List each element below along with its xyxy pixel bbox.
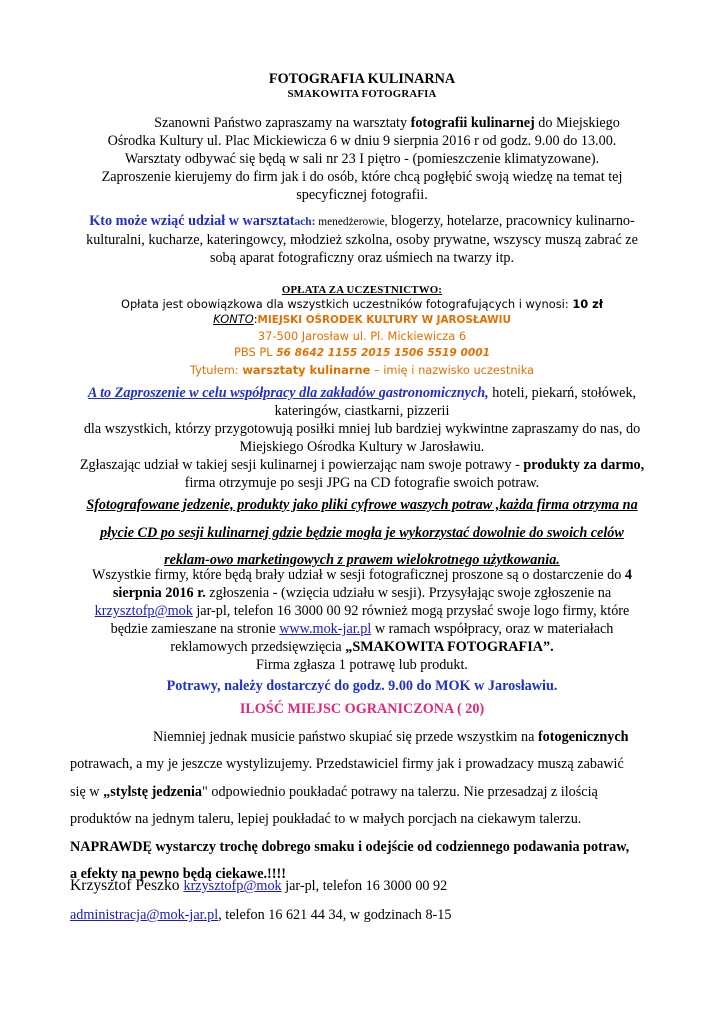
deliver-line: krzysztofp@mok jar-pl, telefon 16 3000 00 92 również mogą przysłać swoje logo firmy, które xyxy=(94,603,630,619)
who-line: kulturalni, kucharze, kateringowcy, młodzież szkolna, osoby prywatne, wszyscy muszą zabrać ze xyxy=(86,232,638,248)
coop-line: kateringów, ciastkarni, pizzerii xyxy=(274,403,450,419)
intro-paragraph xyxy=(60,114,664,204)
intro-line: Szanowni Państwo zapraszamy na warsztaty fotografii kulinarnej do Miejskiego xyxy=(154,115,620,131)
bank-account-number: 56 8642 1155 2015 1506 5519 0001 xyxy=(276,347,490,359)
closing-line: potrawach, a my je jeszcze wystylizujemy. Przedstawiciel firmy jak i prowadzacy muszą zabawić xyxy=(70,756,624,773)
deliver-line: Firma zgłasza 1 potrawę lub produkt. xyxy=(256,657,468,673)
coop-line: Zgłaszając udział w takiej sesji kulinarnej i powierzając nam swoje potrawy - produkty za darmo, xyxy=(79,457,645,473)
contact-line: Krzysztof Peszko krzysztofp@mok jar-pl, telefon 16 3000 00 92 xyxy=(70,877,448,894)
deadline-note: Potrawy, należy dostarczyć do godz. 9.00 do MOK w Jarosławiu. xyxy=(166,678,558,694)
photo-note-line: reklam-owo marketingowych z prawem wielokrotnego użytkowania. xyxy=(164,552,560,568)
website-link[interactable]: www.mok-jar.pl xyxy=(279,621,372,637)
closing-line: Niemniej jednak musicie państwo skupiać się przede wszystkim na fotogenicznych xyxy=(153,729,629,745)
closing-line: NAPRAWDĘ wystarczy trochę dobrego smaku i odejście od codziennego podawania potraw, xyxy=(70,838,630,855)
deliver-line: reklamowych przedsięwzięcia „SMAKOWITA FOTOGRAFIA”. xyxy=(170,639,554,655)
coop-line: firma otrzymuje po sesji JPG na CD fotografie swoich potraw. xyxy=(184,475,540,491)
deliver-paragraph xyxy=(60,566,664,674)
document-title: FOTOGRAFIA KULINARNA xyxy=(268,71,456,87)
intro-line: specyficznej fotografii. xyxy=(296,187,428,203)
intro-line: Ośrodka Kultury ul. Plac Mickiewicza 6 w dniu 9 sierpnia 2016 r od godz. 9.00 do 13.00. xyxy=(107,133,617,149)
tytul-line: Tytułem: warsztaty kulinarne – imię i nazwisko uczestnika xyxy=(189,363,535,377)
photo-note-line: płycie CD po sesji kulinarnej gdzie będzie mogła je wykorzystać dowolnie do swoich celów xyxy=(100,525,624,541)
coop-line: A to Zaproszenie w celu współpracy dla zakładów gastronomicznych, hoteli, piekarń, stołówek, xyxy=(87,385,637,401)
closing-line: a efekty na pewno będą ciekawe.!!!! xyxy=(70,866,286,883)
who-label: Kto może wziąć udział w warsztat xyxy=(89,213,295,229)
coop-paragraph xyxy=(60,384,664,492)
closing-line: produktów na jednym taleru, lepiej poukładać to w małych porcjach na ciekawym talerzu. xyxy=(70,811,582,828)
coop-invite-link[interactable]: A to Zaproszenie w celu współpracy dla zakładów xyxy=(87,385,379,401)
deliver-line: sierpnia 2016 r. zgłoszenia - (wzięcia udziału w sesji). Przysyłając swoje zgłoszenie na xyxy=(112,585,612,601)
intro-line: Warsztaty odbywać się będą w sali nr 23 I piętro - (pomieszczenie klimatyzowane). xyxy=(124,151,600,167)
coop-line: dla wszystkich, którzy przygotowują posiłki mniej lub bardziej wykwintne zapraszamy do nas, do xyxy=(83,421,641,437)
coop-line: Miejskiego Ośrodka Kultury w Jarosławiu. xyxy=(239,439,485,455)
address-line: 37-500 Jarosław ul. Pl. Mickiewicza 6 xyxy=(257,329,467,343)
deliver-line: Wszystkie firmy, które będą brały udział w sesji fotograficznej proszone są o dostarczenie do 4 xyxy=(92,567,632,583)
photo-note-line: Sfotografowane jedzenie, produkty jako pliki cyfrowe waszych potraw ,każda firma otrzyma na xyxy=(86,497,638,513)
contact-email-link[interactable]: krzysztofp@mok xyxy=(183,878,282,894)
closing-paragraph xyxy=(70,724,660,888)
limited-places: ILOŚĆ MIEJSC OGRANICZONA ( 20) xyxy=(239,701,485,717)
email-link[interactable]: krzysztofp@mok xyxy=(94,603,193,619)
fee-section xyxy=(60,283,664,379)
intro-line: Zaproszenie kierujemy do firm jak i do osób, które chcą pogłębić swoją wiedzę na temat tej xyxy=(101,169,623,185)
document-subtitle: SMAKOWITA FOTOGRAFIA xyxy=(287,88,437,100)
who-line: Kto może wziąć udział w warsztatach: menedżerowie, blogerzy, hotelarze, pracownicy kulinarno- xyxy=(89,213,635,229)
closing-line: się w „stylstę jedzenia" odpowiednio poukładać potrawy na talerzu. Nie przesadzaj z ilością xyxy=(70,783,598,800)
fee-line: Opłata jest obowiązkowa dla wszystkich uczestników fotografujących i wynosi: 10 zł xyxy=(120,297,603,311)
deliver-line: będzie zamieszane na stronie www.mok-jar.pl w ramach współpracy, oraz w materiałach xyxy=(110,621,614,637)
admin-contact-line: administracja@mok-jar.pl, telefon 16 621 44 34, w godzinach 8-15 xyxy=(70,907,452,923)
admin-email-link[interactable]: administracja@mok-jar.pl xyxy=(70,907,219,923)
bank-line: PBS PL 56 8642 1155 2015 1506 5519 0001 xyxy=(234,345,490,359)
who-paragraph xyxy=(60,212,664,267)
who-line: sobą aparat fotograficzny oraz uśmiech na twarzy itp. xyxy=(209,250,515,266)
konto-line: KONTO:MIEJSKI OŚRODEK KULTURY W JAROSŁAWIU xyxy=(213,312,511,326)
fee-title: OPŁATA ZA UCZESTNICTWO: xyxy=(281,284,443,296)
